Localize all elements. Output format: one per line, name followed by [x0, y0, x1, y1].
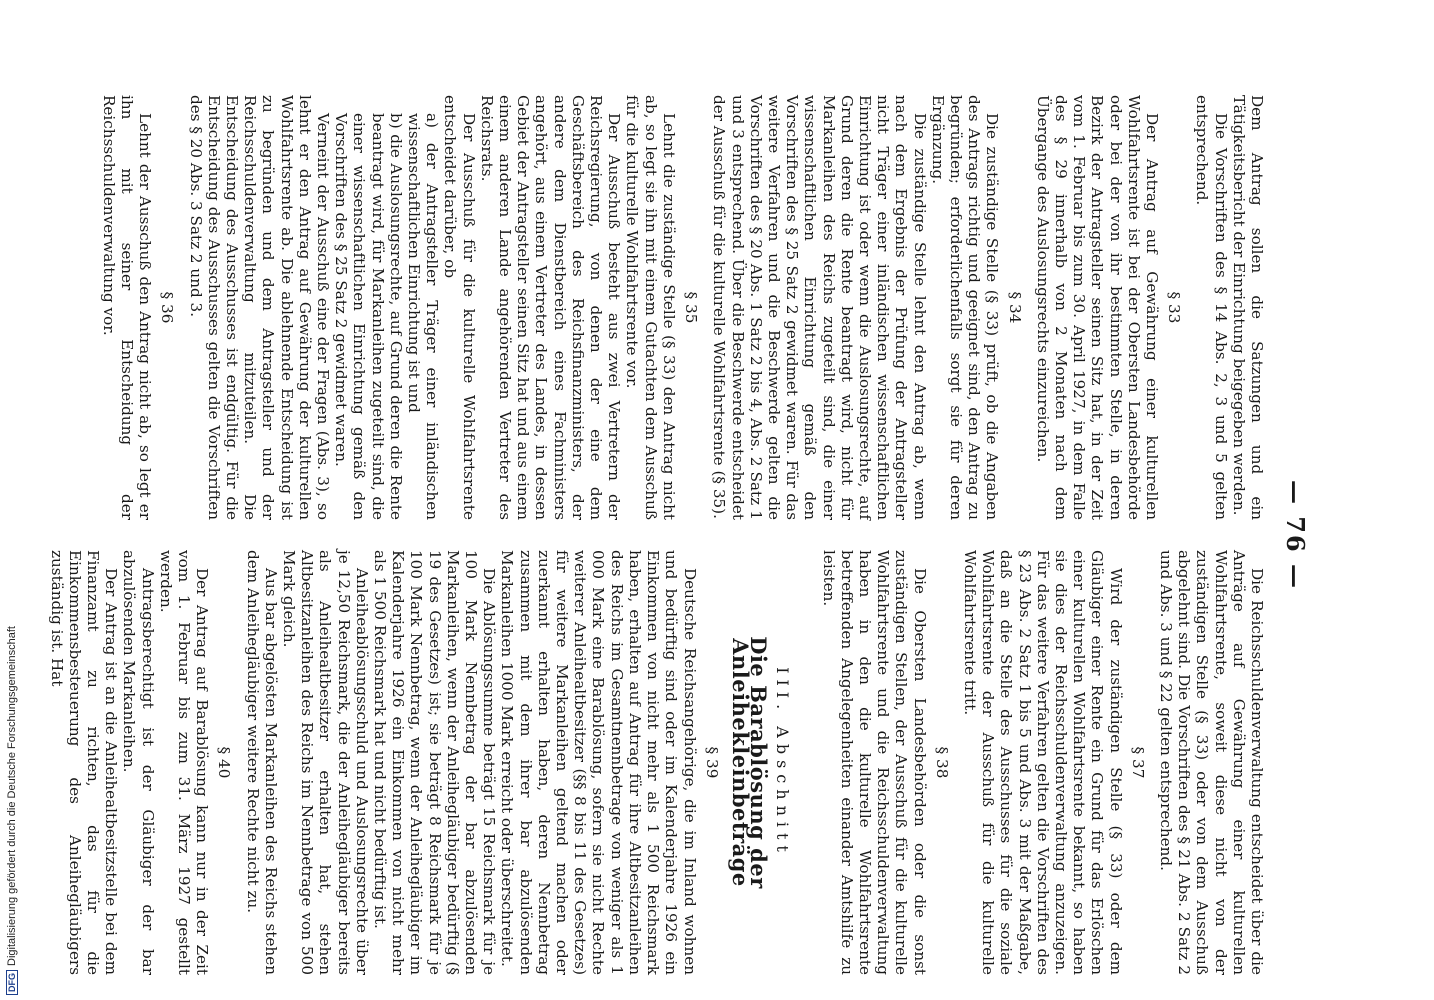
page-number: — 76 — [1281, 479, 1310, 591]
section-number: § 34 [1005, 291, 1024, 324]
paragraph: Die Obersten Landesbehörden oder die sonst zuständigen Stellen, der Ausschuß für die kulturelle Wohlfahrtsrente und die Reichsschuldenverwaltung haben in den die kulturelle Wohlfahrtsrente betreffenden Angelegenheiten einander Amtshilfe zu leisten. [819, 550, 929, 975]
paragraph: Der Antrag auf Barablösung kann nur in der Zeit vom 1. Februar bis zum 31. März 1927 gestellt werden. [156, 550, 212, 975]
section-number: § 35 [682, 291, 701, 324]
paragraph: Dem Antrag sollen die Satzungen und ein Tätigkeitsbericht der Einrichtung beigegeben werden. [1229, 95, 1266, 520]
paragraph: Die zuständige Stelle (§ 33) prüft, ob die Angaben des Antrags richtig und geeignet sind, den Antrag zu begründen; erforderlichenfalls sorgt sie für deren Ergänzung. [928, 95, 1002, 520]
rotated-page-content [47, 95, 1310, 975]
section-number: § 33 [1165, 291, 1184, 324]
paragraph: Aus bar abgelösten Markanleihen des Reichs stehen dem Anleihegläubiger weitere Rechte nicht zu. [243, 550, 280, 975]
right-column [47, 550, 1266, 975]
paragraph: Der Antrag ist an die Anleihealtbesitzstelle bei dem Finanzamt zu richten, das für die Einkommensbesteuerung des Anleihegläubigers zuständig ist. Hat [47, 550, 121, 975]
section-number: § 40 [215, 746, 234, 779]
paragraph: Der Ausschuß besteht aus zwei Vertretern der Reichsregierung, von denen der eine dem Geschäftsbereich des Reichsfinanzministers, der andere dem Dienstbereich eines Fachministers angehört, aus einem Vertreter des Landes, in dessen Gebiet der Antragsteller seinen Sitz hat und aus einem einem anderen Lande angehörenden Vertreter des Reichsrats. [477, 95, 624, 520]
part-title: III. Abschnitt [773, 667, 793, 858]
paragraph: Lehnt der Ausschuß den Antrag nicht ab, so legt er ihn mit seiner Entscheidung der Reichsschuldenverwaltung vor. [99, 95, 155, 520]
paragraph: Wird der zuständigen Stelle (§ 33) oder dem Gläubiger einer Rente ein Grund für das Erlöschen einer kulturellen Wohlfahrtsrente bekannt, so haben sie dies der Reichsschuldenverwaltung anzuzeigen. Für das weitere Verfahren gelten die Vorschriften des § 23 Abs. 2 Satz 1 bis 5 und Abs. 3 mit der Maßgabe, daß an die Stelle des Ausschusses für die soziale Wohlfahrtsrente der Ausschuß für die kulturelle Wohlfahrtsrente tritt. [960, 550, 1125, 975]
section-number: § 38 [932, 746, 951, 779]
paragraph: a) der Antragsteller Träger einer inländischen wissenschaftlichen Einrichtung ist und [405, 113, 442, 520]
digitization-credit-text: Digitalisierung gefördert durch die Deutsche Forschungsgemeinschaft [6, 626, 18, 966]
left-column [100, 95, 1266, 520]
paragraph: Der Ausschuß für die kulturelle Wohlfahrtsrente entscheidet darüber, ob [441, 95, 478, 520]
section-number: § 39 [702, 746, 721, 779]
paragraph: Verneint der Ausschuß eine der Fragen (Abs. 3), so lehnt er den Antrag auf Gewährung der kulturellen Wohlfahrtsrente ab. Die ablehnende Entscheidung ist zu begründen und dem Antragsteller und der Reichsschuldenverwaltung mitzuteilen. Die Entscheidung des Ausschusses ist endgültig. Für die Entscheidung des Ausschusses gelten die Vorschriften des § 20 Abs. 3 Satz 2 und 3. [186, 95, 333, 520]
section-number: § 37 [1128, 746, 1147, 779]
section-number: § 36 [158, 291, 177, 324]
paragraph: Der Antrag auf Gewährung einer kulturellen Wohlfahrtsrente ist bei der Obersten Landesbehörde oder bei der von ihr bestimmten Stelle, in deren Bezirk der Antragsteller seinen Sitz hat, in der Zeit vom 1. Februar bis zum 30. April 1927, in dem Falle des § 29 innerhalb von 2 Monaten nach dem Übergange des Auslosungsrechts einzureichen. [1033, 95, 1161, 520]
paragraph: Deutsche Reichsangehörige, die im Inland wohnen und bedürftig sind oder im Kalenderjahre 1926 ein Einkommen von nicht mehr als 1 500 Reichsmark haben, erhalten auf Antrag für ihre Altbesitzanleihen des Reichs im Gesamtnennbetrage von weniger als 1 000 Mark eine Barablösung, sofern sie nicht Rechte weiterer Anleihealtbesitzer (§§ 8 bis 11 des Gesetzes) für weitere Markanleihen geltend machen oder zuerkannt erhalten haben, deren Nennbetrag zusammen mit dem ihrer bar abzulösenden Markanleihen 1000 Mark erreicht oder überschreitet. [498, 550, 699, 975]
dfg-logo: DFG [6, 970, 18, 995]
paragraph: Antragsberechtigt ist der Gläubiger der bar abzulösenden Markanleihen. [120, 550, 157, 975]
paragraph: b) die Auslosungsrechte, auf Grund deren die Rente beantragt wird, für Markanleihen zugeteilt sind, die einer wissenschaftlichen Einrichtung gemäß den Vorschriften des § 25 Satz 2 gewidmet waren. [332, 113, 405, 520]
digitization-credit [6, 5, 18, 995]
paragraph: Lehnt die zuständige Stelle (§ 33) den Antrag nicht ab, so legt sie ihn mit einem Gutachten dem Ausschuß für die kulturelle Wohlfahrtsrente vor. [623, 95, 678, 520]
paragraph: Die Reichsschuldenverwaltung entscheidet über die Anträge auf Gewährung einer kulturellen Wohlfahrtsrente, soweit diese nicht von der zuständigen Stelle (§ 33) oder von dem Ausschuß abgelehnt sind. Die Vorschriften des § 21 Abs. 2 Satz 2 und Abs. 3 und § 22 gelten entsprechend. [1156, 550, 1266, 975]
paragraph: Anleiheablösungsschuld und Auslosungsrechte über je 12,50 Reichsmark, die der Anleihegläubiger bereits als Anleihealtbesitzer erhalten hat, stehen Altbesitzanleihen des Reichs im Nennbetrage von 500 Mark gleich. [280, 550, 371, 975]
paragraph: Die zuständige Stelle lehnt den Antrag ab, wenn nach dem Ergebnis der Prüfung der Antragsteller nicht Träger einer inländischen wissenschaftlichen Einrichtung ist oder wenn die Auslosungsrechte, auf Grund deren die Rente beantragt wird, nicht für Markanleihen des Reichs zugeteilt sind, die einer wissenschaftlichen Einrichtung gemäß den Vorschriften des § 25 Satz 2 gewidmet waren. Für das weitere Verfahren und die Beschwerde gelten die Vorschriften des § 20 Abs. 1 Satz 2 bis 4, Abs. 2 Satz 1 und 3 entsprechend. Über die Beschwerde entscheidet der Ausschuß für die kulturelle Wohlfahrtsrente (§ 35). [710, 95, 929, 520]
paragraph: Die Vorschriften des § 14 Abs. 2, 3 und 5 gelten entsprechend. [1193, 95, 1230, 520]
part-heading: Die Barablösung der Anleihekleinbeträge [727, 636, 772, 889]
paragraph: Die Ablösungssumme beträgt 15 Reichsmark für je 100 Mark Nennbetrag der bar abzulösenden Markanleihen, wenn der Anleihegläubiger bedürftig (§ 19 des Gesetzes) ist; sie beträgt 8 Reichsmark für je 100 Mark Nennbetrag, wenn der Anleihegläubiger im Kalenderjahre 1926 ein Einkommen von nicht mehr als 1 500 Reichsmark hat und nicht bedürftig ist. [371, 550, 499, 975]
